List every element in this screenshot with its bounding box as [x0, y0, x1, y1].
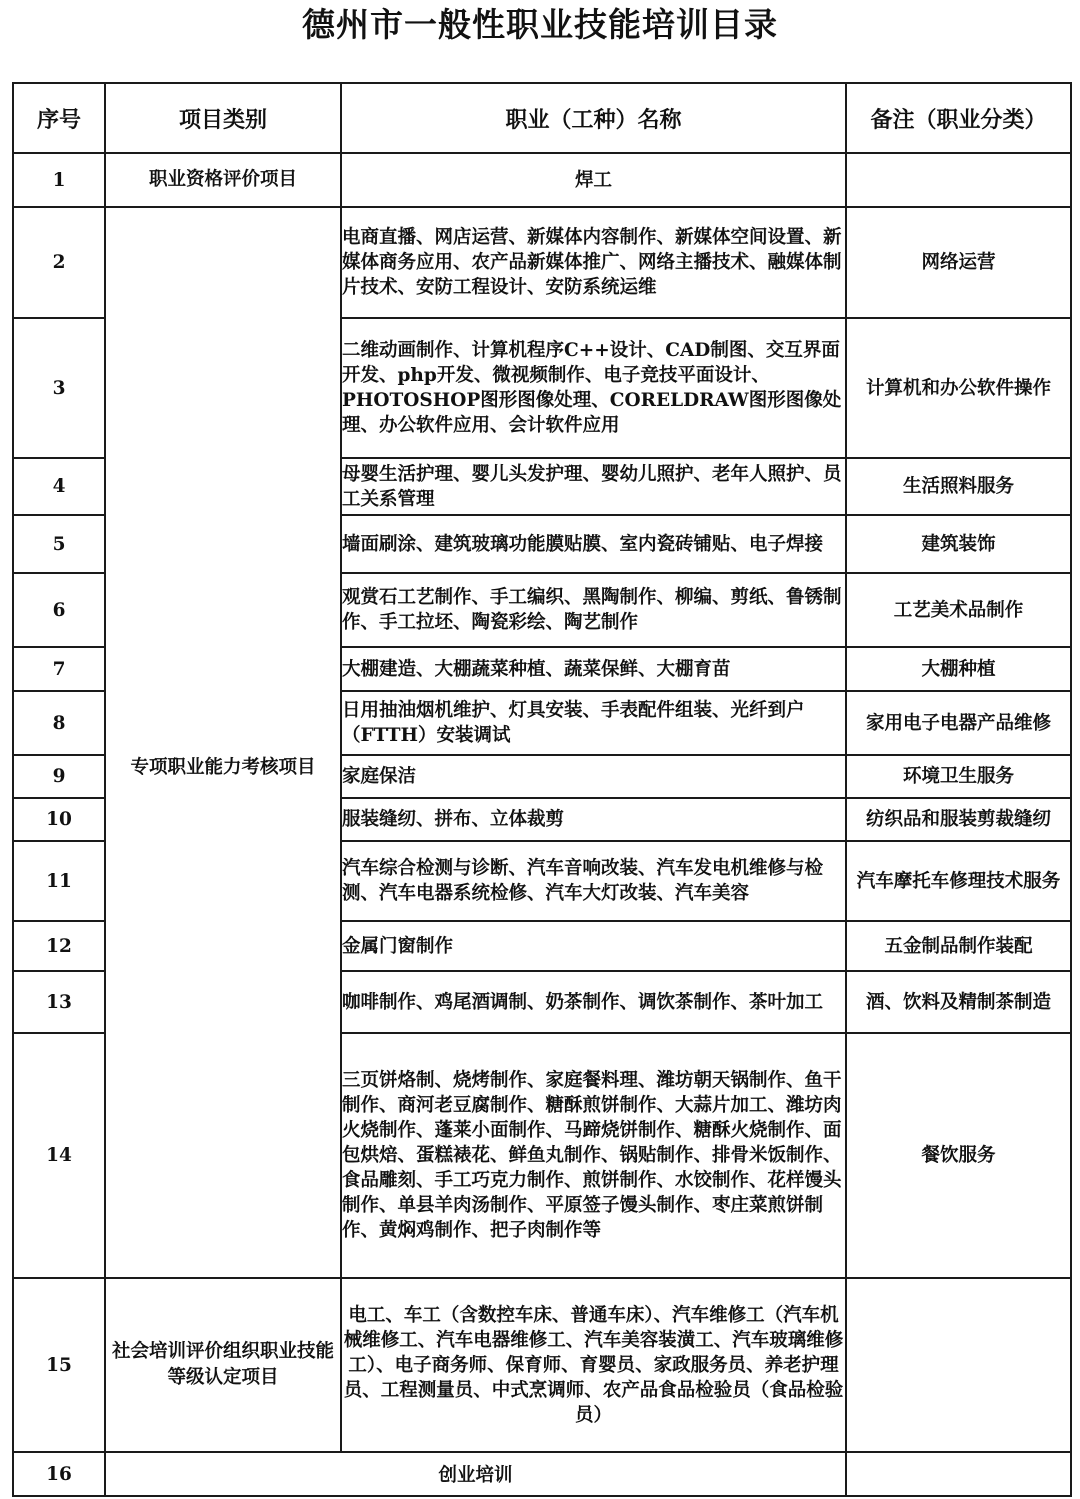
training-catalog-table — [12, 82, 1072, 1497]
row-note: 大棚种植 — [846, 647, 1071, 691]
row-note: 网络运营 — [846, 207, 1071, 318]
row-occupation: 创业培训 — [105, 1452, 846, 1496]
row-occupation: 焊工 — [341, 153, 846, 207]
row-seq: 16 — [13, 1452, 105, 1496]
row-occupation: 汽车综合检测与诊断、汽车音响改装、汽车发电机维修与检测、汽车电器系统检修、汽车大灯改装、汽车美容 — [341, 841, 846, 921]
row-seq: 10 — [13, 798, 105, 841]
row-seq: 13 — [13, 971, 105, 1033]
row-occupation: 家庭保洁 — [341, 755, 846, 798]
row-seq: 15 — [13, 1278, 105, 1452]
row-seq: 3 — [13, 318, 105, 458]
row-occupation: 二维动画制作、计算机程序C++设计、CAD制图、交互界面开发、php开发、微视频制作、电子竞技平面设计、PHOTOSHOP图形图像处理、CORELDRAW图形图像处理、办公软件应用、会计软件应用 — [341, 318, 846, 458]
header-seq: 序号 — [13, 83, 105, 153]
row-note: 汽车摩托车修理技术服务 — [846, 841, 1071, 921]
row-seq: 14 — [13, 1033, 105, 1278]
row-occupation: 三页饼烙制、烧烤制作、家庭餐料理、潍坊朝天锅制作、鱼干制作、商河老豆腐制作、糖酥煎饼制作、大蒜片加工、潍坊肉火烧制作、蓬莱小面制作、马蹄烧饼制作、糖酥火烧制作、面包烘焙、蛋糕裱花、鲜鱼丸制作、锅贴制作、排骨米饭制作、食品雕刻、手工巧克力制作、煎饼制作、水饺制作、花样馒头制作、单县羊肉汤制作、平原签子馒头制作、枣庄菜煎饼制作、黄焖鸡制作、把子肉制作等 — [341, 1033, 846, 1278]
table-row — [13, 1452, 1071, 1496]
row-note: 五金制品制作装配 — [846, 921, 1071, 971]
row-seq: 12 — [13, 921, 105, 971]
row-occupation: 服装缝纫、拼布、立体裁剪 — [341, 798, 846, 841]
row-seq: 6 — [13, 573, 105, 647]
row-seq: 9 — [13, 755, 105, 798]
row-note: 计算机和办公软件操作 — [846, 318, 1071, 458]
row-occupation: 观赏石工艺制作、手工编织、黑陶制作、柳编、剪纸、鲁锈制作、手工拉坯、陶瓷彩绘、陶艺制作 — [341, 573, 846, 647]
row-note: 餐饮服务 — [846, 1033, 1071, 1278]
row-seq: 8 — [13, 691, 105, 755]
table-row — [13, 153, 1071, 207]
row-occupation: 母婴生活护理、婴儿头发护理、婴幼儿照护、老年人照护、员工关系管理 — [341, 458, 846, 515]
row-note: 生活照料服务 — [846, 458, 1071, 515]
row-note: 工艺美术品制作 — [846, 573, 1071, 647]
document-title: 德州市一般性职业技能培训目录 — [302, 5, 778, 44]
row-seq: 4 — [13, 458, 105, 515]
row-seq: 2 — [13, 207, 105, 318]
header-row — [13, 83, 1071, 153]
category-special: 专项职业能力考核项目 — [105, 207, 341, 1278]
category-social: 社会培训评价组织职业技能等级认定项目 — [105, 1278, 341, 1452]
row-occupation: 电商直播、网店运营、新媒体内容制作、新媒体空间设置、新媒体商务应用、农产品新媒体推广、网络主播技术、融媒体制片技术、安防工程设计、安防系统运维 — [341, 207, 846, 318]
row-note — [846, 153, 1071, 207]
header-category: 项目类别 — [105, 83, 341, 153]
row-note — [846, 1278, 1071, 1452]
table-row — [13, 207, 1071, 318]
row-seq: 5 — [13, 515, 105, 573]
category-qualification: 职业资格评价项目 — [105, 153, 341, 207]
header-note: 备注（职业分类） — [846, 83, 1071, 153]
row-seq: 1 — [13, 153, 105, 207]
row-note: 建筑装饰 — [846, 515, 1071, 573]
row-note — [846, 1452, 1071, 1496]
table-row — [13, 1278, 1071, 1452]
row-seq: 7 — [13, 647, 105, 691]
row-note: 环境卫生服务 — [846, 755, 1071, 798]
row-note: 家用电子电器产品维修 — [846, 691, 1071, 755]
row-seq: 11 — [13, 841, 105, 921]
row-occupation: 金属门窗制作 — [341, 921, 846, 971]
row-occupation: 墙面刷涂、建筑玻璃功能膜贴膜、室内瓷砖铺贴、电子焊接 — [341, 515, 846, 573]
row-note: 酒、饮料及精制茶制造 — [846, 971, 1071, 1033]
row-occupation: 电工、车工（含数控车床、普通车床）、汽车维修工（汽车机械维修工、汽车电器维修工、汽车美容装潢工、汽车玻璃维修工）、电子商务师、保育师、育婴员、家政服务员、养老护理员、工程测量员、中式烹调师、农产品食品检验员（食品检验员） — [341, 1278, 846, 1452]
header-occupation: 职业（工种）名称 — [341, 83, 846, 153]
row-occupation: 咖啡制作、鸡尾酒调制、奶茶制作、调饮茶制作、茶叶加工 — [341, 971, 846, 1033]
row-note: 纺织品和服装剪裁缝纫 — [846, 798, 1071, 841]
row-occupation: 大棚建造、大棚蔬菜种植、蔬菜保鲜、大棚育苗 — [341, 647, 846, 691]
row-occupation: 日用抽油烟机维护、灯具安装、手表配件组装、光纤到户（FTTH）安装调试 — [341, 691, 846, 755]
